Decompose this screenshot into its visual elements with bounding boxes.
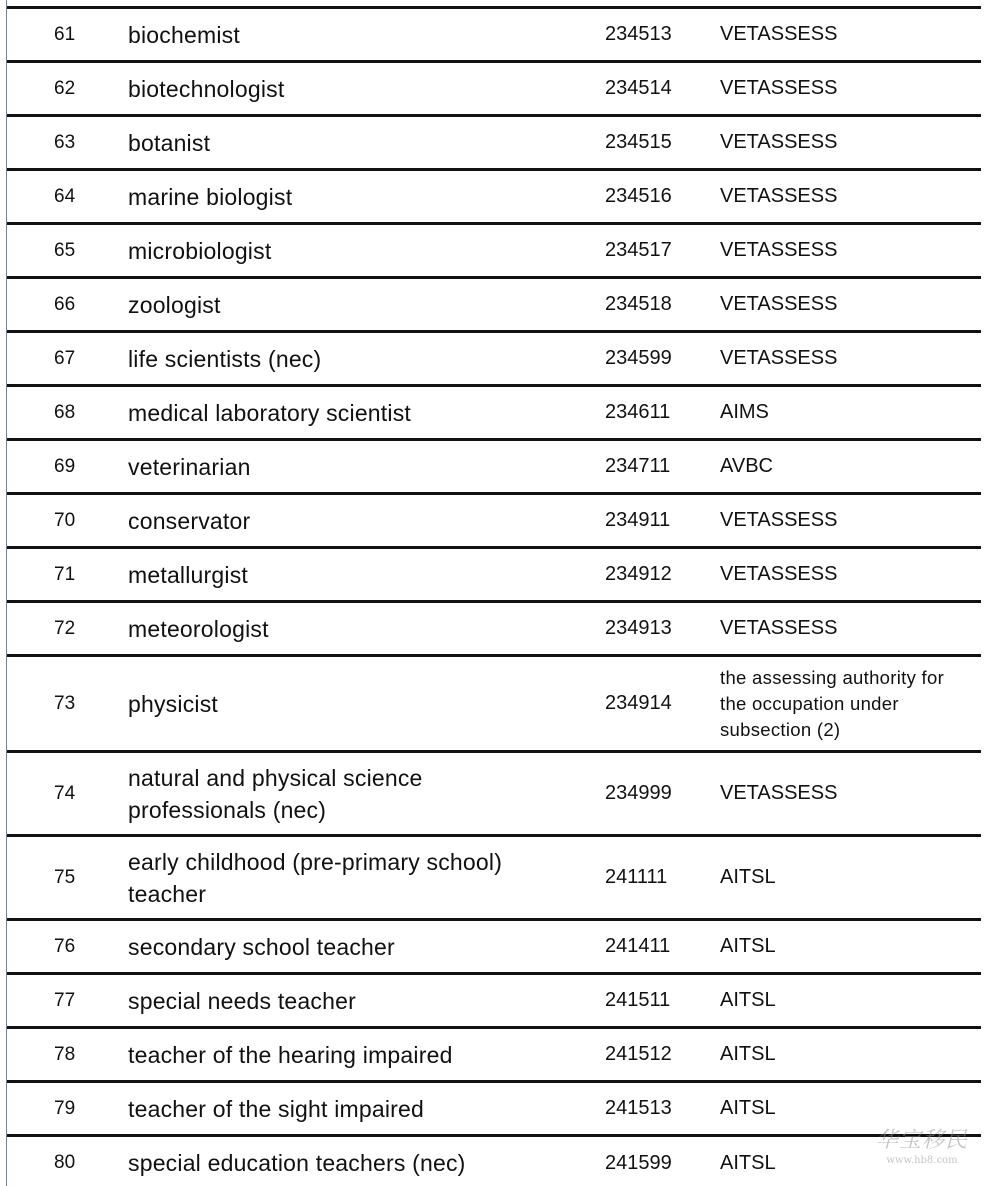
assessing-authority: VETASSESS: [720, 116, 981, 170]
row-number: 74: [7, 752, 128, 836]
row-number: 67: [7, 332, 128, 386]
anzsco-code: 234516: [605, 170, 720, 224]
table-row: [7, 752, 981, 836]
table-row: [7, 836, 981, 920]
table-row: [7, 278, 981, 332]
occupation-name: early childhood (pre-primary school) teacher: [128, 836, 605, 920]
anzsco-code: 234515: [605, 116, 720, 170]
anzsco-code: 241111: [605, 836, 720, 920]
assessing-authority: VETASSESS: [720, 332, 981, 386]
occupation-table: [7, 6, 981, 1186]
anzsco-code: 234711: [605, 440, 720, 494]
anzsco-code: 241513: [605, 1082, 720, 1136]
row-number: 77: [7, 974, 128, 1028]
table-row: [7, 332, 981, 386]
occupation-name: physicist: [128, 656, 605, 752]
table-row: [7, 494, 981, 548]
assessing-authority: VETASSESS: [720, 8, 981, 62]
anzsco-code: 234513: [605, 8, 720, 62]
row-number: 71: [7, 548, 128, 602]
occupation-name: biotechnologist: [128, 62, 605, 116]
table-row: [7, 548, 981, 602]
row-number: 76: [7, 920, 128, 974]
occupation-name: zoologist: [128, 278, 605, 332]
anzsco-code: 234914: [605, 656, 720, 752]
row-number: 68: [7, 386, 128, 440]
assessing-authority: AITSL: [720, 1136, 981, 1186]
table-row: [7, 920, 981, 974]
anzsco-code: 241599: [605, 1136, 720, 1186]
assessing-authority: VETASSESS: [720, 494, 981, 548]
anzsco-code: 241512: [605, 1028, 720, 1082]
row-number: 75: [7, 836, 128, 920]
assessing-authority: AITSL: [720, 1082, 981, 1136]
assessing-authority: AITSL: [720, 974, 981, 1028]
assessing-authority: AITSL: [720, 1028, 981, 1082]
assessing-authority: VETASSESS: [720, 602, 981, 656]
assessing-authority: VETASSESS: [720, 752, 981, 836]
assessing-authority: VETASSESS: [720, 548, 981, 602]
table-row: [7, 1136, 981, 1186]
assessing-authority: VETASSESS: [720, 170, 981, 224]
occupation-name: secondary school teacher: [128, 920, 605, 974]
table-row: [7, 656, 981, 752]
row-number: 66: [7, 278, 128, 332]
row-number: 65: [7, 224, 128, 278]
occupation-name: teacher of the hearing impaired: [128, 1028, 605, 1082]
row-number: 78: [7, 1028, 128, 1082]
row-number: 72: [7, 602, 128, 656]
assessing-authority: VETASSESS: [720, 224, 981, 278]
assessing-authority: VETASSESS: [720, 278, 981, 332]
anzsco-code: 234599: [605, 332, 720, 386]
table-row: [7, 386, 981, 440]
row-number: 73: [7, 656, 128, 752]
table-row: [7, 1082, 981, 1136]
anzsco-code: 234514: [605, 62, 720, 116]
assessing-authority: VETASSESS: [720, 62, 981, 116]
occupation-name: teacher of the sight impaired: [128, 1082, 605, 1136]
anzsco-code: 234913: [605, 602, 720, 656]
occupation-name: microbiologist: [128, 224, 605, 278]
occupation-name: natural and physical science professionals (nec): [128, 752, 605, 836]
row-number: 62: [7, 62, 128, 116]
anzsco-code: 234911: [605, 494, 720, 548]
row-number: 70: [7, 494, 128, 548]
table-row: [7, 116, 981, 170]
anzsco-code: 234912: [605, 548, 720, 602]
occupation-name: conservator: [128, 494, 605, 548]
anzsco-code: 241411: [605, 920, 720, 974]
table-row: [7, 62, 981, 116]
row-number: 69: [7, 440, 128, 494]
occupation-name: life scientists (nec): [128, 332, 605, 386]
assessing-authority: AIMS: [720, 386, 981, 440]
occupation-name: botanist: [128, 116, 605, 170]
occupation-name: medical laboratory scientist: [128, 386, 605, 440]
assessing-authority: AITSL: [720, 920, 981, 974]
row-number: 61: [7, 8, 128, 62]
row-number: 63: [7, 116, 128, 170]
row-number: 64: [7, 170, 128, 224]
anzsco-code: 241511: [605, 974, 720, 1028]
assessing-authority: the assessing authority for the occupation under subsection (2): [720, 656, 981, 752]
anzsco-code: 234611: [605, 386, 720, 440]
occupation-name: marine biologist: [128, 170, 605, 224]
row-number: 80: [7, 1136, 128, 1186]
anzsco-code: 234517: [605, 224, 720, 278]
table-row: [7, 974, 981, 1028]
table-row: [7, 602, 981, 656]
occupation-name: special education teachers (nec): [128, 1136, 605, 1186]
table-row: [7, 440, 981, 494]
table-row: [7, 1028, 981, 1082]
anzsco-code: 234999: [605, 752, 720, 836]
occupation-name: metallurgist: [128, 548, 605, 602]
anzsco-code: 234518: [605, 278, 720, 332]
watermark-title: 华宝移民: [875, 1128, 968, 1153]
table-row: [7, 170, 981, 224]
table-row: [7, 8, 981, 62]
occupation-name: biochemist: [128, 8, 605, 62]
row-number: 79: [7, 1082, 128, 1136]
occupation-table-body: [7, 8, 981, 1186]
assessing-authority: AVBC: [720, 440, 981, 494]
occupation-name: veterinarian: [128, 440, 605, 494]
occupation-name: special needs teacher: [128, 974, 605, 1028]
table-row: [7, 224, 981, 278]
assessing-authority: AITSL: [720, 836, 981, 920]
occupation-name: meteorologist: [128, 602, 605, 656]
watermark-url: www.hb8.com: [886, 1155, 958, 1166]
